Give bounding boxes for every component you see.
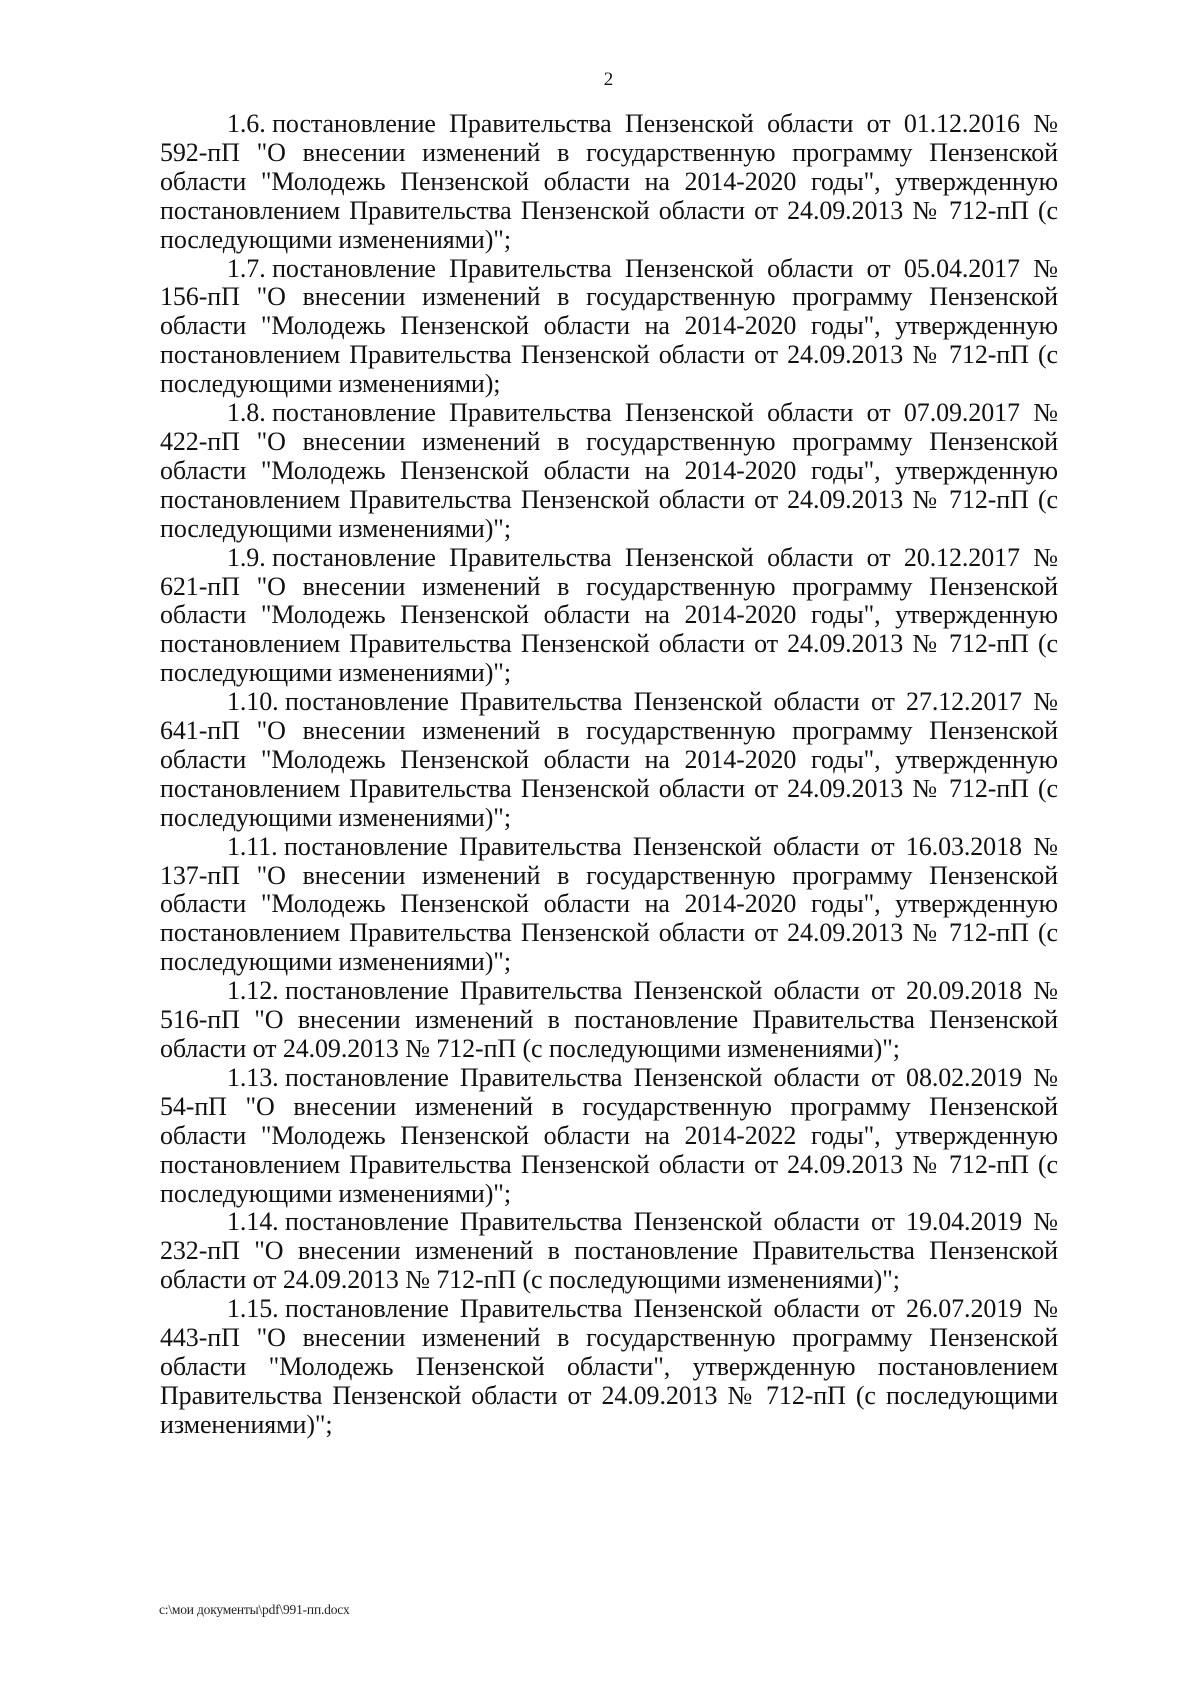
list-item-1-10 [160,688,1058,833]
item-number: 1.6. [227,109,266,138]
list-item-1-13 [160,1064,1058,1209]
page-number: 2 [603,69,614,90]
item-text: постановление Правительства Пензенской области от 16.03.2018 № 137-пП "О внесении изменений в государственную программу Пензенской области "Молодежь Пензенской области на 2014-2020 годы", утвержденную постановлением Правительства Пензенской области от 24.09.2013 № 712-пП (с последующими изменениями)"; [160,831,1058,977]
list-item-1-9 [160,544,1058,689]
item-text: постановление Правительства Пензенской области от 07.09.2017 № 422-пП "О внесении изменений в государственную программу Пензенской области "Молодежь Пензенской области на 2014-2020 годы", утвержденную постановлением Правительства Пензенской области от 24.09.2013 № 712-пП (с последующими изменениями)"; [160,398,1058,543]
item-text: постановление Правительства Пензенской области от 19.04.2019 № 232-пП "О внесении изменений в постановление Правительства Пензенской области от 24.09.2013 № 712-пП (с последующими изменениями)"; [160,1207,1058,1295]
item-number: 1.11. [227,831,278,861]
item-number: 1.10. [227,687,279,717]
list-item-1-14 [160,1208,1058,1295]
list-item-1-11 [160,833,1058,978]
list-item-1-7 [160,255,1058,400]
document-body [160,110,1058,1440]
item-number: 1.14. [227,1207,279,1237]
item-text: постановление Правительства Пензенской области от 05.04.2017 № 156-пП "О внесении изменений в государственную программу Пензенской области "Молодежь Пензенской области на 2014-2020 годы", утвержденную постановлением Правительства Пензенской области от 24.09.2013 № 712-пП (с последующими изменениями); [160,253,1058,399]
item-text: постановление Правительства Пензенской области от 08.02.2019 № 54-пП "О внесении изменений в государственную программу Пензенской области "Молодежь Пензенской области на 2014-2022 годы", утвержденную постановлением Правительства Пензенской области от 24.09.2013 № 712-пП (с последующими изменениями)"; [160,1062,1058,1208]
item-number: 1.13. [227,1062,279,1092]
item-number: 1.12. [227,976,279,1006]
item-number: 1.7. [227,253,266,283]
list-item-1-12 [160,977,1058,1064]
list-item-1-15 [160,1295,1058,1440]
item-number: 1.15. [227,1294,279,1324]
item-text: постановление Правительства Пензенской области от 26.07.2019 № 443-пП "О внесении изменений в государственную программу Пензенской области "Молодежь Пензенской области", утвержденную постановлением Правительства Пензенской области от 24.09.2013 № 712-пП (с последующими изменениями)"; [160,1294,1058,1439]
list-item-1-8 [160,399,1058,544]
footer-file-path: c:\мои документы\pdf\991-пп.docx [159,1602,350,1617]
item-text: постановление Правительства Пензенской области от 27.12.2017 № 641-пП "О внесении изменений в государственную программу Пензенской области "Молодежь Пензенской области на 2014-2020 годы", утвержденную постановлением Правительства Пензенской области от 24.09.2013 № 712-пП (с последующими изменениями)"; [160,687,1058,832]
item-text: постановление Правительства Пензенской области от 01.12.2016 № 592-пП "О внесении изменений в государственную программу Пензенской области "Молодежь Пензенской области на 2014-2020 годы", утвержденную постановлением Правительства Пензенской области от 24.09.2013 № 712-пП (с последующими изменениями)"; [160,109,1058,254]
item-text: постановление Правительства Пензенской области от 20.09.2018 № 516-пП "О внесении изменений в постановление Правительства Пензенской области от 24.09.2013 № 712-пП (с последующими изменениями)"; [160,976,1058,1063]
item-number: 1.8. [227,398,266,428]
item-number: 1.9. [227,542,266,572]
item-text: постановление Правительства Пензенской области от 20.12.2017 № 621-пП "О внесении изменений в государственную программу Пензенской области "Молодежь Пензенской области на 2014-2020 годы", утвержденную постановлением Правительства Пензенской области от 24.09.2013 № 712-пП (с последующими изменениями)"; [160,542,1058,688]
list-item-1-6 [160,110,1058,255]
